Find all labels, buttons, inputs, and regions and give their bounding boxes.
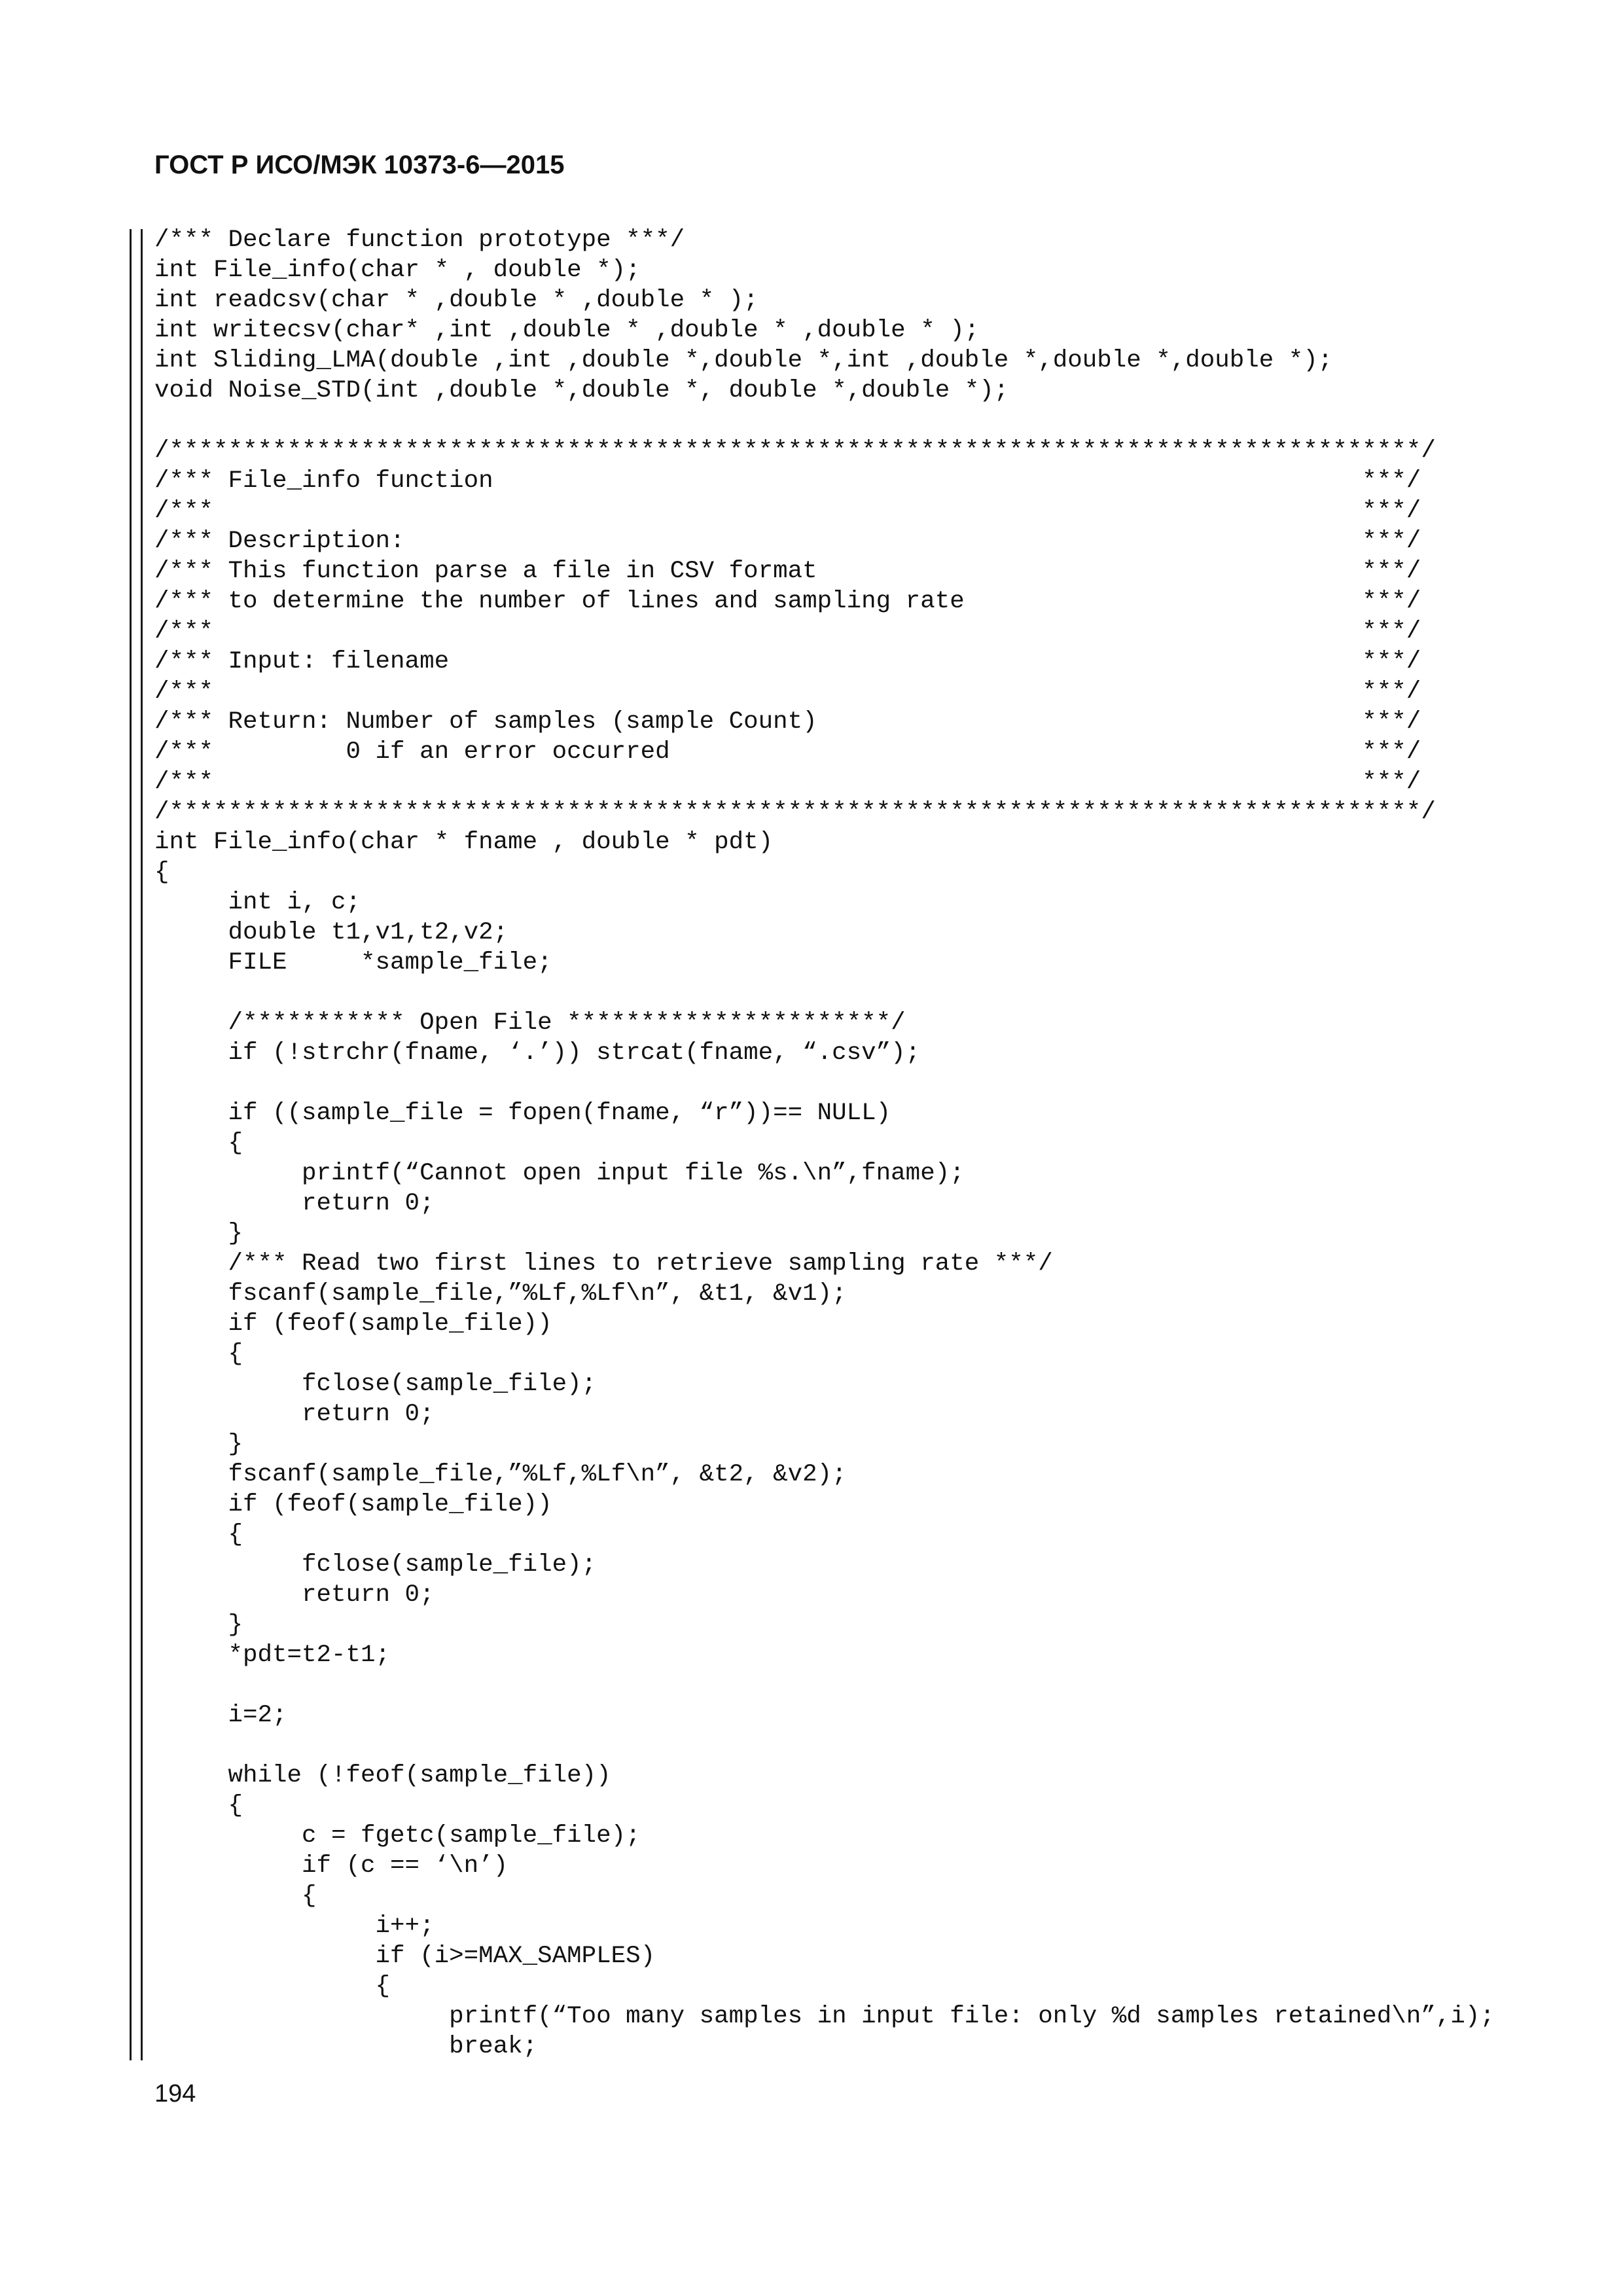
- code-line: /*** ***/: [154, 768, 1421, 796]
- code-line: {: [154, 1521, 243, 1549]
- code-line: fscanf(sample_file,”%Lf,%Lf\n”, &t1, &v1);: [154, 1280, 847, 1308]
- document-header: ГОСТ Р ИСО/МЭК 10373-6—2015: [154, 151, 565, 179]
- code-line: [154, 978, 1483, 1008]
- code-line: /*** ***/: [154, 678, 1421, 706]
- code-line: /*** ***/: [154, 618, 1421, 645]
- code-line: c = fgetc(sample_file);: [154, 1822, 641, 1850]
- code-line: if (!strchr(fname, ‘.’)) strcat(fname, “.csv”);: [154, 1039, 921, 1067]
- code-line: *pdt=t2-t1;: [154, 1641, 391, 1669]
- code-line: /*** Description: ***/: [154, 528, 1421, 555]
- code-line: fclose(sample_file);: [154, 1371, 597, 1398]
- code-line: if (i>=MAX_SAMPLES): [154, 1943, 656, 1970]
- change-bar-double-line: [130, 229, 143, 2060]
- code-line: /*** Read two first lines to retrieve sampling rate ***/: [154, 1250, 1053, 1278]
- code-line: {: [154, 1792, 243, 1820]
- code-line: /*** ***/: [154, 497, 1421, 525]
- code-line: int i, c;: [154, 889, 361, 916]
- code-line: fclose(sample_file);: [154, 1551, 597, 1579]
- code-line: int File_info(char * fname , double * pdt): [154, 829, 774, 856]
- code-line: int readcsv(char * ,double * ,double * );: [154, 287, 758, 314]
- code-line: printf(“Cannot open input file %s.\n”,fname);: [154, 1160, 965, 1187]
- code-line: {: [154, 1882, 317, 1910]
- code-line: i++;: [154, 1912, 435, 1940]
- code-line: /*************************************************************************************/: [154, 437, 1436, 465]
- code-line: /*********** Open File **********************/: [154, 1009, 906, 1037]
- code-line: }: [154, 1611, 243, 1639]
- code-line: /*** Declare function prototype ***/: [154, 226, 685, 254]
- code-line: return 0;: [154, 1581, 435, 1609]
- code-line: if (feof(sample_file)): [154, 1491, 552, 1518]
- code-line: break;: [154, 2033, 538, 2060]
- code-line: /*** File_info function ***/: [154, 467, 1421, 495]
- code-listing: [154, 225, 1495, 2062]
- code-line: printf(“Too many samples in input file: only %d samples retained\n”,i);: [154, 2003, 1495, 2030]
- code-line: if ((sample_file = fopen(fname, “r”))== NULL): [154, 1100, 891, 1127]
- code-line: /*************************************************************************************/: [154, 798, 1436, 826]
- code-line: {: [154, 1340, 243, 1368]
- code-line: }: [154, 1220, 243, 1247]
- code-line: void Noise_STD(int ,double *,double *, double *,double *);: [154, 377, 1009, 404]
- code-line: /*** Input: filename ***/: [154, 648, 1421, 675]
- page-number: 194: [154, 2080, 196, 2108]
- code-line: /*** This function parse a file in CSV format ***/: [154, 558, 1421, 585]
- code-line: {: [154, 1973, 391, 2000]
- code-line: FILE *sample_file;: [154, 949, 552, 977]
- code-line: [154, 1068, 1483, 1098]
- code-line: /*** 0 if an error occurred ***/: [154, 738, 1421, 766]
- code-line: [154, 1731, 1483, 1761]
- code-line: fscanf(sample_file,”%Lf,%Lf\n”, &t2, &v2);: [154, 1461, 847, 1488]
- code-line: [154, 406, 1483, 436]
- code-line: while (!feof(sample_file)): [154, 1762, 611, 1789]
- code-line: int writecsv(char* ,int ,double * ,double * ,double * );: [154, 317, 980, 344]
- code-line: return 0;: [154, 1190, 435, 1217]
- code-line: if (c == ‘\n’): [154, 1852, 508, 1880]
- code-line: if (feof(sample_file)): [154, 1310, 552, 1338]
- code-line: int Sliding_LMA(double ,int ,double *,double *,int ,double *,double *,double *);: [154, 347, 1333, 374]
- code-line: {: [154, 859, 169, 886]
- code-line: i=2;: [154, 1702, 287, 1729]
- code-line: }: [154, 1431, 243, 1458]
- code-line: int File_info(char * , double *);: [154, 257, 641, 284]
- code-line: return 0;: [154, 1401, 435, 1428]
- code-line: {: [154, 1130, 243, 1157]
- code-line: /*** Return: Number of samples (sample Count) ***/: [154, 708, 1421, 736]
- code-line: [154, 1670, 1483, 1700]
- code-line: /*** to determine the number of lines and sampling rate ***/: [154, 588, 1421, 615]
- code-line: double t1,v1,t2,v2;: [154, 919, 508, 946]
